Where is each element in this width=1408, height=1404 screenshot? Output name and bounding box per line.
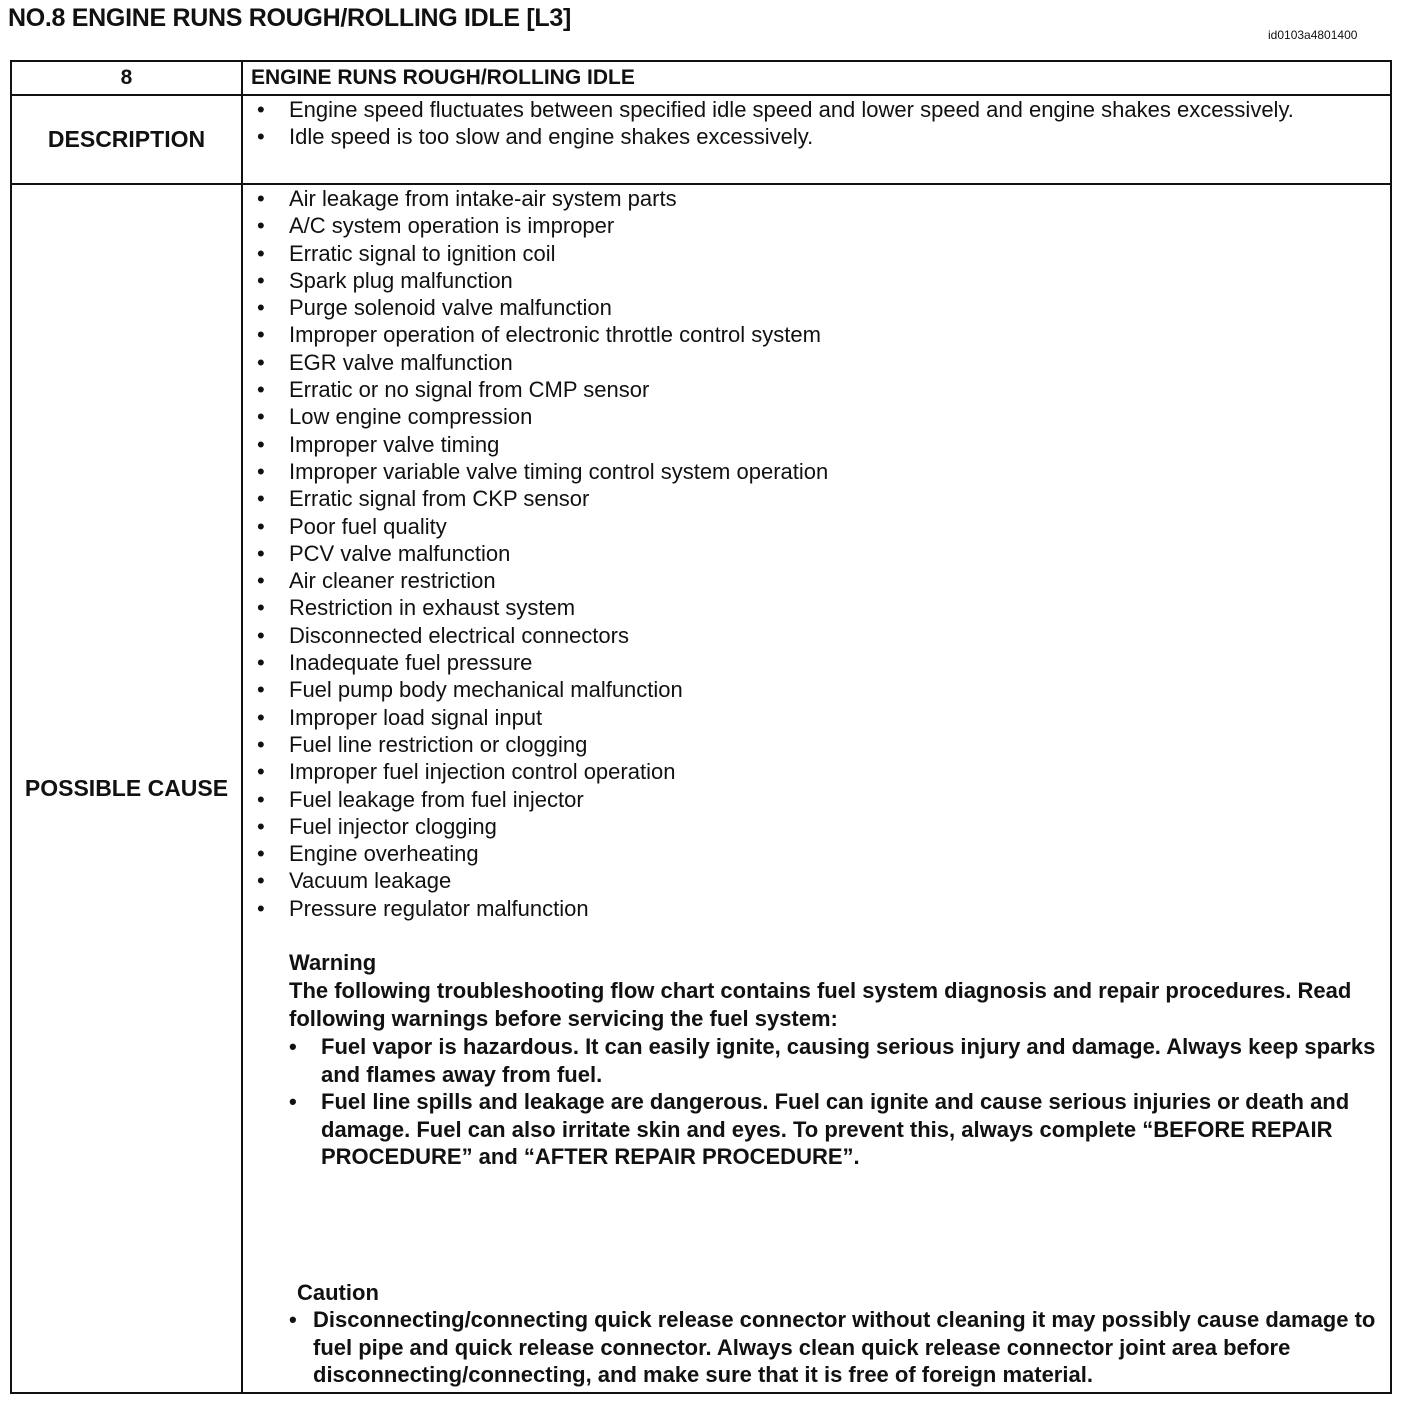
possible-cause-item: • Improper variable valve timing control system operation	[243, 458, 1390, 485]
description-list	[243, 96, 1390, 151]
table-header-row	[11, 61, 1391, 95]
possible-cause-item: • Fuel injector clogging	[243, 813, 1390, 840]
caution-block	[297, 1279, 1390, 1389]
possible-cause-item: • Purge solenoid valve malfunction	[243, 294, 1390, 321]
possible-cause-item: • Erratic signal from CKP sensor	[243, 485, 1390, 512]
caution-list	[297, 1306, 1390, 1389]
possible-cause-item: • Pressure regulator malfunction	[243, 895, 1390, 922]
warning-intro: The following troubleshooting flow chart contains fuel system diagnosis and repair procedures. Read following warnings before servicing the fuel system:	[289, 978, 1352, 1032]
possible-cause-label: POSSIBLE CAUSE	[11, 184, 242, 1393]
caution-item: • Disconnecting/connecting quick release connector without cleaning it may possibly cause damage to fuel pipe and quick release connector. Always clean quick release connector joint area before disconnecting/connecting, and make sure that it is free of foreign material.	[289, 1306, 1390, 1389]
description-row	[11, 95, 1391, 184]
possible-cause-item: • Air leakage from intake-air system parts	[243, 185, 1390, 212]
possible-cause-item: • PCV valve malfunction	[243, 540, 1390, 567]
possible-cause-item: • Improper operation of electronic throttle control system	[243, 321, 1390, 348]
possible-cause-cell	[242, 184, 1391, 1393]
description-item: • Idle speed is too slow and engine shakes excessively.	[243, 123, 1390, 150]
document-id: id0103a4801400	[1268, 28, 1358, 42]
caution-heading: Caution	[297, 1279, 379, 1305]
possible-cause-list	[243, 185, 1390, 922]
possible-cause-item: • Spark plug malfunction	[243, 267, 1390, 294]
possible-cause-item: • Improper fuel injection control operation	[243, 758, 1390, 785]
page-title: NO.8 ENGINE RUNS ROUGH/ROLLING IDLE [L3]	[8, 4, 572, 32]
possible-cause-item: • Restriction in exhaust system	[243, 594, 1390, 621]
possible-cause-item: • Low engine compression	[243, 403, 1390, 430]
possible-cause-item: • Improper load signal input	[243, 704, 1390, 731]
description-label: DESCRIPTION	[11, 95, 242, 184]
possible-cause-item: • EGR valve malfunction	[243, 349, 1390, 376]
warning-item: • Fuel vapor is hazardous. It can easily ignite, causing serious injury and damage. Always keep sparks and flames away from fuel.	[289, 1033, 1390, 1088]
possible-cause-item: • Improper valve timing	[243, 431, 1390, 458]
possible-cause-item: • Disconnected electrical connectors	[243, 622, 1390, 649]
possible-cause-item: • A/C system operation is improper	[243, 212, 1390, 239]
warning-list	[289, 1033, 1390, 1171]
warning-item: • Fuel line spills and leakage are dangerous. Fuel can ignite and cause serious injuries or death and damage. Fuel can also irritate skin and eyes. To prevent this, always complete “BEFORE REPAIR PROCEDURE” and “AFTER REPAIR PROCEDURE”.	[289, 1088, 1390, 1171]
description-item: • Engine speed fluctuates between specified idle speed and lower speed and engine shakes excessively.	[243, 96, 1390, 123]
symptom-title: ENGINE RUNS ROUGH/ROLLING IDLE	[242, 61, 1391, 95]
warning-heading: Warning	[289, 950, 377, 976]
possible-cause-row	[11, 184, 1391, 1393]
description-cell	[242, 95, 1391, 184]
possible-cause-item: • Inadequate fuel pressure	[243, 649, 1390, 676]
warning-block	[289, 949, 1390, 1171]
possible-cause-item: • Engine overheating	[243, 840, 1390, 867]
possible-cause-item: • Fuel leakage from fuel injector	[243, 786, 1390, 813]
possible-cause-item: • Vacuum leakage	[243, 867, 1390, 894]
possible-cause-item: • Fuel line restriction or clogging	[243, 731, 1390, 758]
symptom-number: 8	[11, 61, 242, 95]
possible-cause-item: • Erratic signal to ignition coil	[243, 240, 1390, 267]
possible-cause-item: • Air cleaner restriction	[243, 567, 1390, 594]
symptom-table	[10, 60, 1392, 1394]
possible-cause-item: • Erratic or no signal from CMP sensor	[243, 376, 1390, 403]
possible-cause-item: • Poor fuel quality	[243, 513, 1390, 540]
possible-cause-item: • Fuel pump body mechanical malfunction	[243, 676, 1390, 703]
